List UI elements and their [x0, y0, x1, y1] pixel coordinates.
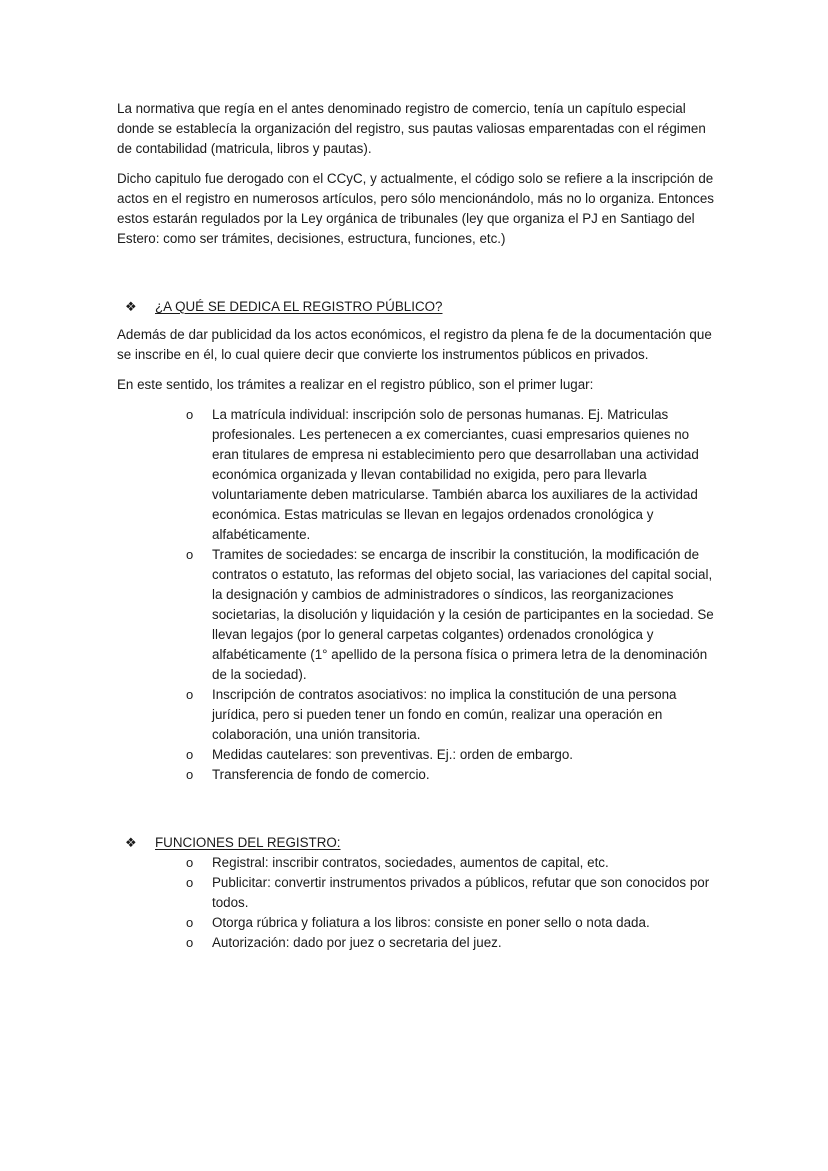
- circle-bullet-icon: o: [186, 935, 194, 950]
- list-item: [117, 913, 717, 933]
- circle-bullet-icon: o: [186, 407, 194, 422]
- section-title: FUNCIONES DEL REGISTRO:: [155, 835, 341, 850]
- diamond-bullet-icon: ❖: [125, 299, 137, 314]
- circle-bullet-icon: o: [186, 687, 194, 702]
- list-item-text: Publicitar: convertir instrumentos privados a públicos, refutar que son conocidos por todos.: [212, 875, 710, 910]
- section1-paragraph-1: Además de dar publicidad da los actos económicos, el registro da plena fe de la documentación que se inscribe en él, lo cual quiere decir que convierte los instrumentos públicos en privados.: [117, 327, 712, 362]
- diamond-bullet-icon: ❖: [125, 835, 137, 850]
- list-item: [117, 853, 717, 873]
- circle-bullet-icon: o: [186, 767, 194, 782]
- list-item-text: Otorga rúbrica y foliatura a los libros: consiste en poner sello o nota dada.: [212, 915, 650, 930]
- tramites-list: [117, 405, 717, 785]
- list-item-text: La matrícula individual: inscripción solo de personas humanas. Ej. Matriculas profesionales. Les pertenecen a ex comerciantes, cuasi empresarios quienes no eran titulares de empresa ni establecimiento pero que desarrollaban una actividad económica organizada y llevan contabilidad no exigida, pero para llevarla voluntariamente deben matricularse. También abarca los auxiliares de la actividad económica. Estas matriculas se llevan en legajos ordenados cronológica y alfabéticamente.: [212, 407, 699, 542]
- section-heading-registro-publico: [117, 297, 717, 317]
- list-item-text: Transferencia de fondo de comercio.: [212, 767, 430, 782]
- list-item-text: Medidas cautelares: son preventivas. Ej.: orden de embargo.: [212, 747, 574, 762]
- section1-paragraph-2: En este sentido, los trámites a realizar en el registro público, son el primer lugar:: [117, 377, 594, 392]
- intro-paragraph-1: La normativa que regía en el antes denominado registro de comercio, tenía un capítulo especial donde se establecía la organización del registro, sus pautas valiosas emparentadas con el régimen de contabilidad (matricula, libros y pautas).: [117, 101, 706, 156]
- circle-bullet-icon: o: [186, 747, 194, 762]
- intro-paragraph-2: Dicho capitulo fue derogado con el CCyC, y actualmente, el código solo se refiere a la inscripción de actos en el registro en numerosos artículos, pero sólo mencionándolo, más no lo organiza. Entonces estos estarán regulados por la Ley orgánica de tribunales (ley que organiza el PJ en Santiago del Estero: como ser trámites, decisiones, estructura, funciones, etc.): [117, 171, 714, 246]
- circle-bullet-icon: o: [186, 915, 194, 930]
- document-page: [117, 99, 717, 953]
- list-item-text: Inscripción de contratos asociativos: no implica la constitución de una persona jurídica, pero si pueden tener un fondo en común, realizar una operación en colaboración, una unión transitoria.: [212, 687, 677, 742]
- circle-bullet-icon: o: [186, 875, 194, 890]
- section-heading-funciones: [117, 833, 717, 853]
- list-item-text: Registral: inscribir contratos, sociedades, aumentos de capital, etc.: [212, 855, 609, 870]
- circle-bullet-icon: o: [186, 855, 194, 870]
- list-item: [117, 933, 717, 953]
- list-item: [117, 873, 717, 913]
- funciones-list: [117, 853, 717, 953]
- list-item: [117, 765, 717, 785]
- list-item: [117, 545, 717, 685]
- list-item: [117, 405, 717, 545]
- list-item: [117, 745, 717, 765]
- list-item: [117, 685, 717, 745]
- list-item-text: Autorización: dado por juez o secretaria del juez.: [212, 935, 502, 950]
- circle-bullet-icon: o: [186, 547, 194, 562]
- section-title: ¿A QUÉ SE DEDICA EL REGISTRO PÚBLICO?: [155, 299, 443, 314]
- list-item-text: Tramites de sociedades: se encarga de inscribir la constitución, la modificación de contratos o estatuto, las reformas del objeto social, las variaciones del capital social, la designación y cambios de administradores o síndicos, las reorganizaciones societarias, la disolución y liquidación y la cesión de participantes en la sociedad. Se llevan legajos (por lo general carpetas colgantes) ordenados cronológica y alfabéticamente (1° apellido de la persona física o primera letra de la denominación de la sociedad).: [212, 547, 714, 682]
